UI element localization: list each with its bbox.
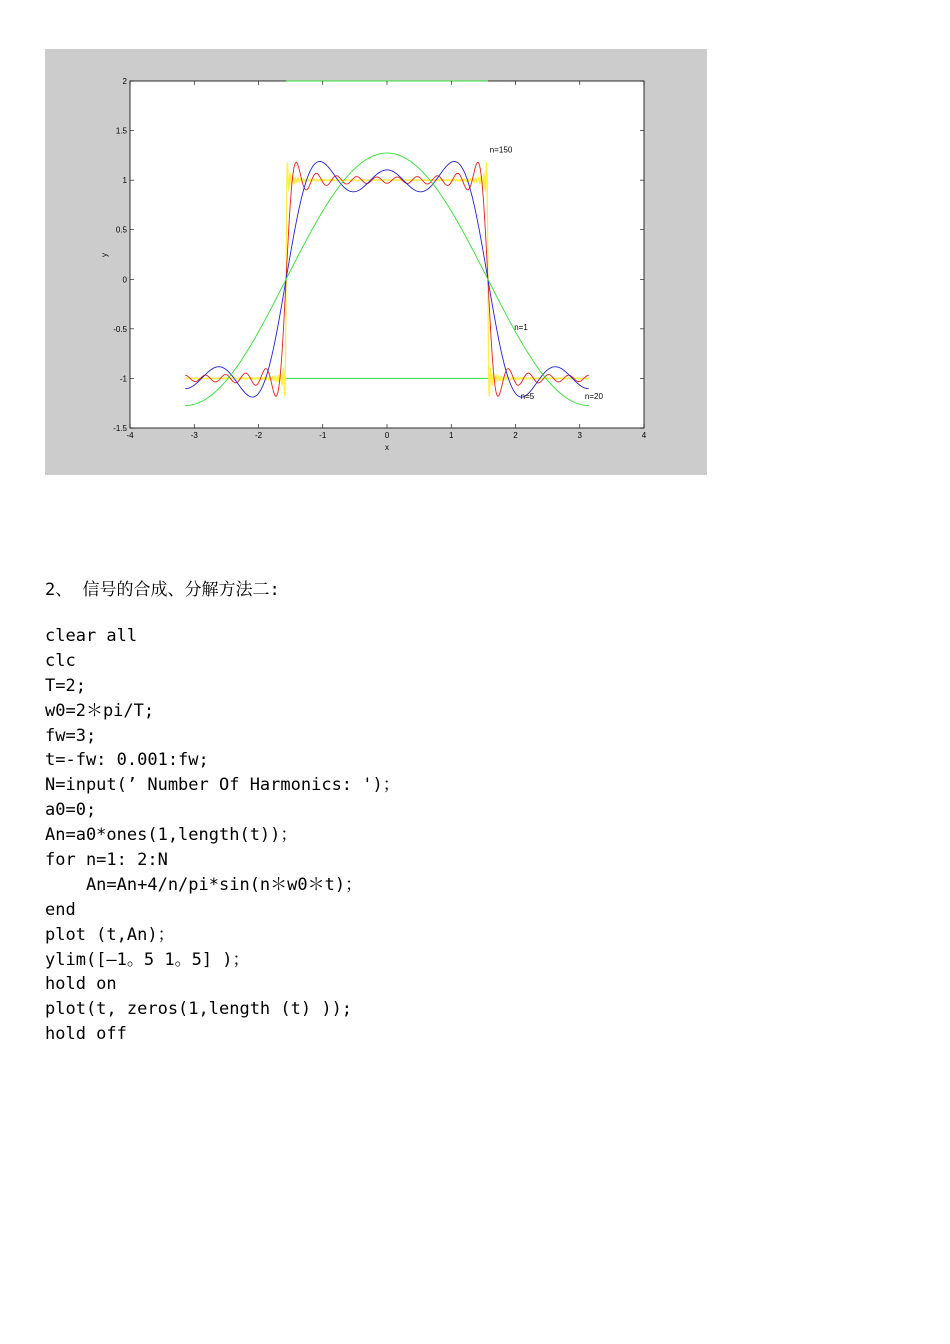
code-line: w0=2＊pi/T; [45, 700, 155, 721]
code-line: a0=0; [45, 800, 97, 821]
code-line: t=-fw: 0.001:fw; [45, 750, 209, 771]
code-line: hold off [45, 1024, 127, 1045]
code-line: ylim([—1。5 1。5] )； [45, 949, 250, 970]
y-tick-label: -1 [119, 374, 127, 384]
x-tick-label: -1 [319, 431, 327, 440]
y-tick-label: 0 [122, 275, 127, 285]
code-line: N=input(’ Number Of Harmonics: ')； [45, 775, 400, 796]
code-line: plot (t,An)； [45, 924, 175, 945]
x-tick-label: -4 [126, 431, 134, 440]
x-tick-label: 4 [641, 431, 647, 440]
figure-panel [45, 49, 707, 475]
code-line: clc [45, 650, 76, 671]
y-tick-label: 2 [122, 77, 127, 86]
code-line: end [45, 899, 76, 920]
code-line: hold on [45, 974, 117, 995]
code-line: T=2; [45, 675, 86, 696]
y-tick-label: 1.5 [115, 126, 127, 136]
code-line: clear all [45, 626, 138, 646]
x-tick-label: 1 [449, 431, 454, 440]
code-line: An=An+4/n/pi*sin(n＊w0＊t)； [45, 874, 363, 895]
annotation-label: n=150 [489, 145, 513, 155]
x-tick-label: 0 [384, 431, 390, 440]
x-tick-label: -2 [254, 431, 263, 440]
y-axis-label: y [100, 253, 109, 257]
section-heading: 2、 信号的合成、分解方法二: [45, 580, 280, 600]
y-tick-label: 1 [122, 176, 127, 186]
code-line: plot(t, zeros(1,length (t) )); [45, 999, 353, 1020]
x-tick-label: -3 [190, 431, 198, 440]
code-line: for n=1: 2:N [45, 850, 168, 871]
code-line: fw=3; [45, 725, 97, 746]
annotation-label: n=5 [520, 392, 535, 402]
y-tick-label: 0.5 [115, 225, 127, 235]
code-line: An=a0*ones(1,length(t))； [45, 825, 298, 846]
square-wave-fourier-chart [45, 49, 707, 475]
annotation-label: n=1 [514, 322, 528, 332]
y-tick-label: -1.5 [113, 424, 127, 433]
x-tick-label: 3 [577, 431, 582, 440]
x-axis-label: x [385, 443, 389, 452]
annotation-label: n=20 [584, 392, 603, 402]
x-tick-label: 2 [513, 431, 518, 440]
y-tick-label: -0.5 [113, 324, 127, 334]
code-block [45, 624, 400, 1047]
